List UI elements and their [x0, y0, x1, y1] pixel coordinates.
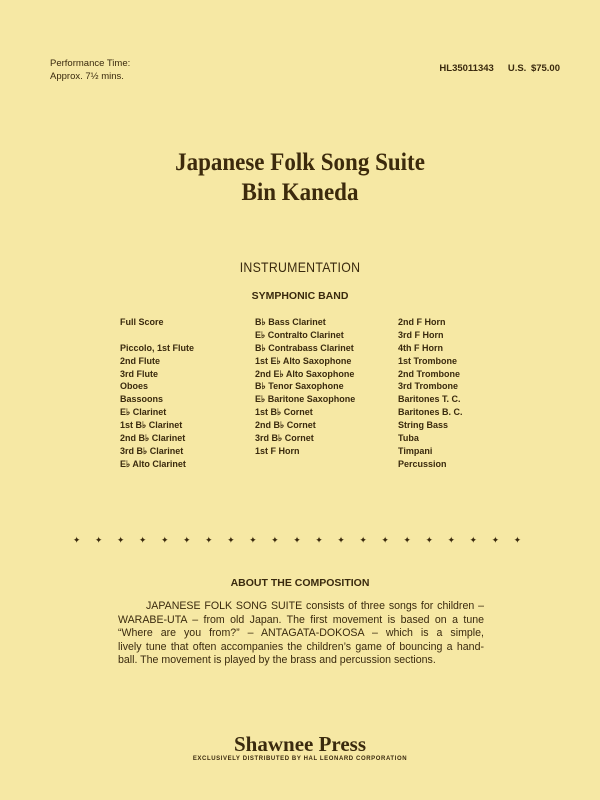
- instrument-item: Bassoons: [120, 394, 164, 405]
- instrument-item: Baritones T. C.: [398, 394, 461, 405]
- instrument-item: 1st B♭ Cornet: [255, 407, 313, 418]
- instrument-item: 3rd B♭ Cornet: [255, 433, 314, 444]
- instrument-item: 1st F Horn: [255, 445, 300, 456]
- instrument-item: Tuba: [398, 433, 419, 444]
- instrument-item: 1st E♭ Alto Saxophone: [255, 355, 352, 366]
- instrument-item: 2nd E♭ Alto Saxophone: [255, 368, 355, 379]
- instrument-item: E♭ Clarinet: [120, 407, 167, 418]
- instrument-item: Percussion: [398, 458, 447, 469]
- about-line: JAPANESE FOLK SONG SUITE consists of three songs for children –: [146, 600, 484, 612]
- instrument-item: 2nd F Horn: [398, 317, 446, 327]
- instrument-item: 3rd Flute: [120, 368, 159, 379]
- performance-time-label: Performance Time:: [50, 58, 131, 69]
- instrument-item: E♭ Baritone Saxophone: [255, 394, 356, 405]
- instrument-item: Piccolo, 1st Flute: [120, 342, 195, 353]
- instrument-item: E♭ Alto Clarinet: [120, 458, 186, 469]
- performance-time-value: Approx. 7½ mins.: [50, 71, 124, 82]
- instrumentation-heading: INSTRUMENTATION: [239, 259, 361, 275]
- instrument-item: Timpani: [398, 445, 433, 456]
- publisher-logo: Shawnee Press: [233, 732, 367, 756]
- catalog-info: [439, 63, 560, 74]
- instrument-item: Baritones B. C.: [398, 407, 463, 418]
- instrument-item: B♭ Contrabass Clarinet: [255, 342, 354, 353]
- instrument-item: 1st B♭ Clarinet: [120, 420, 183, 431]
- instrument-item: Full Score: [120, 317, 164, 327]
- piece-title: Japanese Folk Song Suite: [175, 149, 425, 176]
- instrument-item: 2nd Trombone: [398, 368, 461, 379]
- instrument-item: B♭ Bass Clarinet: [255, 317, 326, 327]
- band-heading: SYMPHONIC BAND: [251, 290, 349, 302]
- ornamental-divider: ✦ ✦ ✦ ✦ ✦ ✦ ✦ ✦ ✦ ✦ ✦ ✦ ✦ ✦ ✦ ✦ ✦ ✦ ✦ ✦ ✦: [72, 535, 528, 545]
- about-line: ball. The movement is played by the brass and percussion sections.: [118, 654, 436, 666]
- instrument-item: B♭ Tenor Saxophone: [255, 381, 344, 392]
- catalog-number: HL35011343: [439, 63, 494, 74]
- performance-time: [50, 57, 130, 83]
- instrument-item: String Bass: [398, 420, 449, 431]
- price: U.S. $75.00: [507, 63, 560, 74]
- instrument-column-3: [398, 316, 463, 471]
- instrument-item: E♭ Contralto Clarinet: [255, 329, 344, 340]
- about-line: lively tune that often accompanies the children’s game of bouncing a hand-: [118, 640, 484, 653]
- about-heading: ABOUT THE COMPOSITION: [230, 577, 370, 589]
- instrument-item: 1st Trombone: [398, 355, 458, 366]
- instrument-item: 3rd Trombone: [398, 381, 459, 392]
- title-block: [0, 148, 600, 208]
- instrument-item: 2nd B♭ Clarinet: [120, 433, 186, 444]
- instrument-spacer: [120, 329, 194, 342]
- instrument-column-2: [255, 316, 355, 458]
- instrument-item: 3rd F Horn: [398, 329, 444, 340]
- instrument-item: 2nd Flute: [120, 355, 160, 366]
- about-line: “Where are you from?” – ANTAGATA-DOKOSA – which is a simple,: [118, 627, 484, 639]
- instrument-item: 2nd B♭ Cornet: [255, 420, 316, 431]
- about-line: WARABE-UTA – from old Japan. The first movement is based on a tune: [118, 613, 484, 626]
- instrument-column-1: [120, 316, 194, 471]
- about-paragraph: [118, 600, 484, 668]
- instrument-item: 4th F Horn: [398, 342, 443, 353]
- instrument-item: 3rd B♭ Clarinet: [120, 445, 184, 456]
- composer-name: Bin Kaneda: [241, 179, 359, 206]
- instrument-item: Oboes: [120, 381, 149, 392]
- distributor-line: EXCLUSIVELY DISTRIBUTED BY HAL LEONARD CORPORATION: [192, 756, 408, 762]
